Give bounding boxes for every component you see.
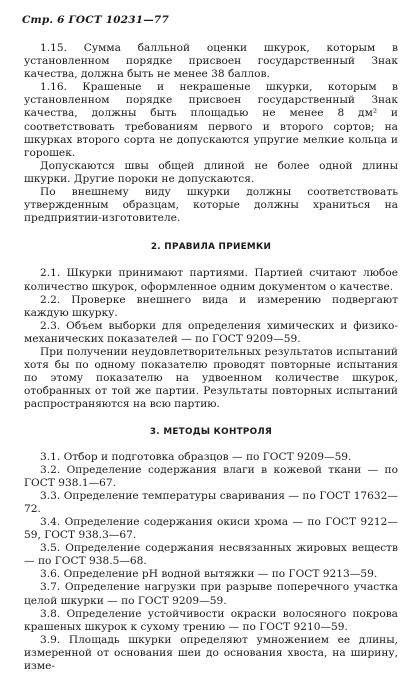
paragraph-3-1: 3.1. Отбор и подготовка образцов — по ГОСТ 9209—59. [40,450,352,463]
paragraph-3-9: 3.9. Площадь шкурки определяют умножением ее длины, измеренной от основания шеи до основания хвоста, на ширину, изме- [24,633,398,673]
paragraph-appearance: По внешнему виду шкурки должны соответствовать утвержденным образцам, которые должны храниться на предприятии-изготовителе. [24,186,398,225]
paragraph-1-15: 1.15. Сумма балльной оценки шкурок, которым в установленном порядке присвоен государственный Знак качества, должна быть не менее 38 баллов. [24,42,398,81]
section-1 [24,42,398,225]
paragraph-seams: Допускаются швы общей длиной не более одной длины шкурки. Другие пороки не допускаются. [24,159,398,185]
paragraph-3-2: 3.2. Определение содержания влаги в кожевой ткани — по ГОСТ 938.1—67. [24,463,398,489]
section-2 [24,267,398,411]
paragraph-1-16: 1.16. Крашеные и некрашеные шкурки, которым в установленном порядке присвоен государственный Знак качества, должны быть площадью не менее 8 дм² и соответствовать требованиям первого и второго сортов; на шкурках второго сорта не допускаются упругие мелкие кольца и горошек. [24,81,398,159]
paragraph-2-3: 2.3. Объем выборки для определения химических и физико-механических показателей — по ГОСТ 9209—59. [24,319,398,345]
paragraph-retest: При получении неудовлетворительных результатов испытаний хотя бы по одному показателю проводят повторные испытания по этому показателю на удвоенном количестве шкурок, отобранных от той же партии. Результаты повторных испытаний распространяются на всю партию. [24,345,398,411]
page-header: Стр. 6 ГОСТ 10231—77 [22,14,169,26]
paragraph-3-3: 3.3. Определение температуры сваривания — по ГОСТ 17632—72. [24,489,398,515]
paragraph-3-4: 3.4. Определение содержания окиси хрома — по ГОСТ 9212—59, ГОСТ 938.3—67. [24,516,398,542]
paragraph-3-5: 3.5. Определение содержания несвязанных жировых веществ — по ГОСТ 938.5—68. [24,542,398,568]
paragraph-2-2: 2.2. Проверке внешнего вида и измерению подвергают каждую шкурку. [24,293,398,319]
section-3 [24,451,398,673]
section-heading-acceptance: 2. ПРАВИЛА ПРИЕМКИ [150,242,272,253]
paragraph-2-1: 2.1. Шкурки принимают партиями. Партией считают любое количество шкурок, оформленное одним документом о качестве. [24,267,398,293]
paragraph-3-8: 3.8. Определение устойчивости окраски волосяного покрова крашеных шкурок к сухому трению — по ГОСТ 9210—59. [24,607,398,633]
paragraph-3-7: 3.7. Определение нагрузки при разрыве поперечного участка целой шкурки — по ГОСТ 9209—59. [24,581,398,607]
paragraph-3-6: 3.6. Определение pH водной вытяжки — по ГОСТ 9213—59. [40,568,378,581]
document-body [24,42,398,673]
section-heading-methods: 3. МЕТОДЫ КОНТРОЛЯ [149,427,273,438]
